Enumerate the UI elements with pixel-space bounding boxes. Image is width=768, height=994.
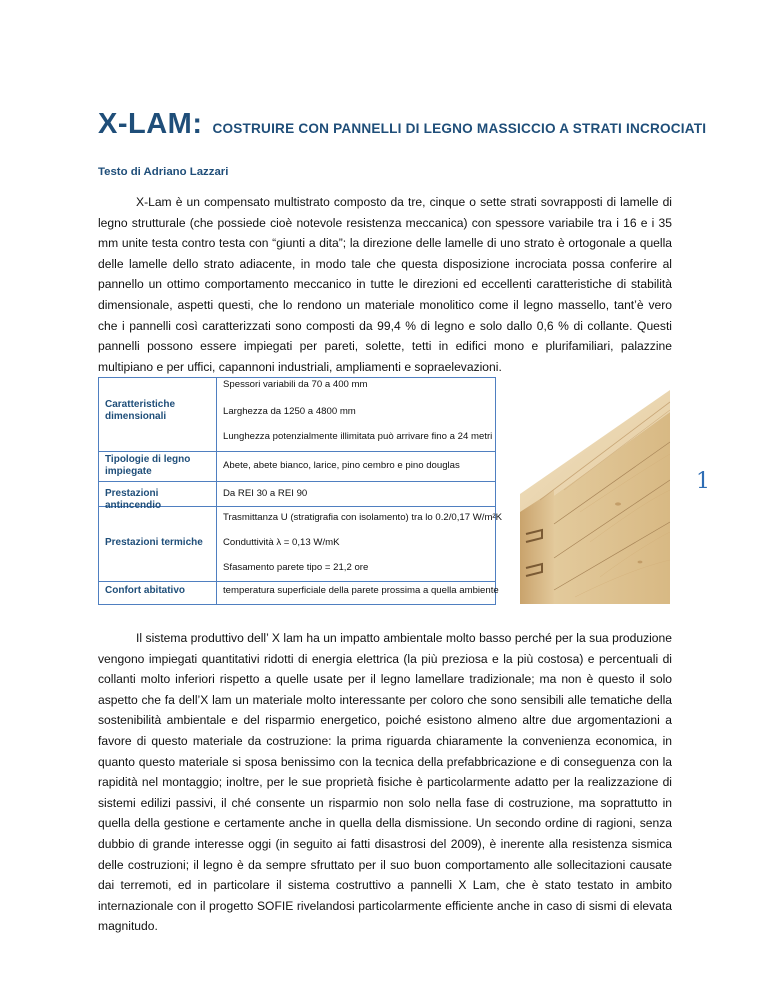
table-cell: Larghezza da 1250 a 4800 mm [223,406,356,417]
table-cell: Lunghezza potenzialmente illimitata può arrivare fino a 24 metri [223,431,493,442]
table-row-divider [98,451,496,452]
table-cell: temperatura superficiale della parete prossima a quella ambiente [223,585,499,596]
intro-paragraph: X-Lam è un compensato multistrato composto da tre, cinque o sette strati sovrapposti di lamelle di legno strutturale (che possiede cioè notevole resistenza meccanica) con spessore variabile tra i 16 e i 35 mm unite testa contro testa con “giunti a dita”; la direzione delle lamelle di uno strato è ortogonale a quella delle lamelle dello strato adiacente, in modo tale che questa disposizione incrociata possa conferire al pannello un ottimo comportamento meccanico in tutte le direzioni ed eccellenti caratteristiche di stabilità dimensionale, aspetti questi, che lo rendono un materiale monolitico come il legno massello, tant’è vero che i pannelli così caratterizzati sono composti da 99,4 % di legno e solo dallo 0,6 % di collante. Questi pannelli possono essere impiegati per pareti, solette, tetti in edifici mono e plurifamiliari, palazzine multipiano e per uffici, capannoni industriali, ampliamenti e sopraelevazioni. [98,195,672,374]
table-cell: Spessori variabili da 70 a 400 mm [223,379,368,390]
page-number: 1 [696,469,710,494]
table-row-label: Prestazioni antincendio [105,488,162,511]
table-row-label: Caratteristiche dimensionali [105,399,176,422]
table-column-divider [216,377,217,605]
table-row-divider [98,481,496,482]
table-row-label: Prestazioni termiche [105,537,203,548]
table-row-label: Confort abitativo [105,585,185,596]
spec-table [98,377,503,605]
title-subtitle: COSTRUIRE CON PANNELLI DI LEGNO MASSICCIO A STRATI INCROCIATI [212,121,707,136]
author-line: Testo di Adriano Lazzari [98,166,229,178]
table-cell: Abete, abete bianco, larice, pino cembro e pino douglas [223,460,460,471]
table-cell: Trasmittanza U (stratigrafia con isolamento) tra lo 0.2/0,17 W/m²K [223,512,503,523]
table-cell: Sfasamento parete tipo = 21,2 ore [223,562,369,573]
table-row-divider [98,581,496,582]
document-title [98,108,706,141]
body-paragraph: Il sistema produttivo dell’ X lam ha un impatto ambientale molto basso perché per la sua produzione vengono impiegati quantitativi ridotti di energia elettrica (la più preziosa e la più costosa) e percentuali di collanti molto inferiori rispetto a quelle usate per il legno lamellare tradizionale; ma non è questo il solo aspetto che fa dell’X lam un materiale molto interessante per coloro che sono sensibili alle tematiche della sostenibilità ambientale e del risparmio energetico, poiché esistono almeno altre due argomentazioni a favore di questo materiale da costruzione: la prima riguarda chiaramente la convenienza economica, in quanto questo materiale si sposa benissimo con la tecnica della prefabbricazione e di conseguenza con la rapidità nel montaggio; inoltre, per le sue proprietà fisiche è particolarmente adatto per la realizzazione di sistemi edilizi passivi, il ché consente un risparmio non solo nella fase di costruzione, ma soprattutto in quella della gestione e certamente anche in quella della dismissione. Un secondo ordine di ragioni, senza dubbio di grande interesse oggi (in seguito ai fatti disastrosi del 2009), è inerente alla resistenza sismica delle costruzioni; il legno è da sempre sfruttato per il suo buon comportamento alle sollecitazioni causate dai terremoti, ed in particolare il sistema costruttivo a pannelli X Lam, che è stato testato in ambito internazionale con il progetto SOFIE rivelandosi particolarmente efficiente anche in caso di sismi di elevata magnitudo. [98,631,672,934]
table-cell: Da REI 30 a REI 90 [223,488,308,499]
table-row-label: Tipologie di legno impiegate [105,454,191,477]
xlam-panel-photo [520,372,670,604]
table-cell: Conduttività λ = 0,13 W/mK [223,537,340,548]
title-main: X-LAM: [98,108,203,140]
